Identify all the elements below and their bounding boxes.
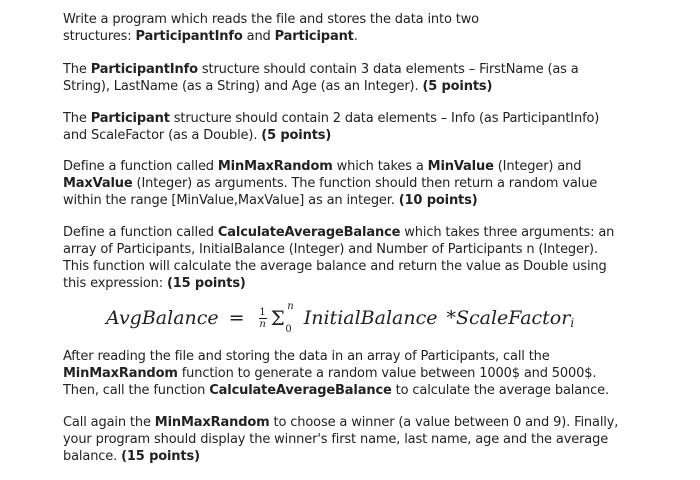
text-run: structures: [63, 29, 136, 44]
bold-term: MinMaxRandom [217, 159, 333, 174]
sum-lower-limit: 0 [285, 324, 292, 335]
bold-term: Participant [90, 111, 170, 126]
text-run: Define a function called [63, 225, 218, 240]
bold-term: ParticipantInfo [135, 29, 243, 44]
text-run: (Integer) and [493, 159, 582, 174]
text-run: (Integer) as arguments. The function should then return a random value [132, 176, 598, 191]
formula-term-initial-balance: InitialBalance [303, 307, 438, 329]
text-run: The [63, 111, 91, 126]
paragraph-structures [63, 11, 623, 45]
text-run: to choose a winner (a value between 0 and 9). Finally, [269, 415, 619, 430]
bold-term: (5 points) [261, 128, 332, 143]
text-run: array of Participants, InitialBalance (Integer) and Number of Participants n (Integer). [63, 242, 598, 257]
paragraph-winner [63, 414, 623, 465]
text-run: Call again the [63, 415, 155, 430]
paragraph-after-reading [63, 348, 623, 399]
bold-term: Participant [274, 29, 354, 44]
fraction-numerator: 1 [259, 306, 266, 318]
text-run: and ScaleFactor (as a Double). [63, 128, 262, 143]
text-run: balance. [63, 449, 122, 464]
fraction-denominator: n [259, 318, 266, 330]
avg-balance-formula [106, 301, 575, 335]
text-run: Then, call the function [63, 383, 210, 398]
text-run: this expression: [63, 276, 167, 291]
bold-term: (15 points) [121, 449, 200, 464]
formula-equals: = [228, 307, 245, 329]
text-run: Write a program which reads the file and stores the data into two [63, 12, 479, 27]
sigma-glyph: Σ [270, 306, 285, 330]
text-run: After reading the file and storing the data in an array of Participants, call the [63, 349, 550, 364]
text-run: function to generate a random value between 1000$ and 5000$. [177, 366, 597, 381]
paragraph-minmaxrandom [63, 158, 623, 209]
bold-term: MaxValue [63, 176, 133, 191]
text-run: . [353, 29, 358, 44]
text-run: which takes three arguments: an [400, 225, 615, 240]
bold-term: MinMaxRandom [154, 415, 270, 430]
bold-term: ParticipantInfo [90, 62, 198, 77]
paragraph-calculateaveragebalance [63, 224, 623, 292]
sum-upper-limit: n [287, 301, 294, 312]
bold-term: (10 points) [398, 193, 478, 208]
text-run: String), LastName (as a String) and Age (as an Integer). [63, 79, 423, 94]
bold-term: MinValue [427, 159, 494, 174]
text-run: your program should display the winner's first name, last name, age and the average [63, 432, 609, 447]
paragraph-participantinfo [63, 61, 623, 95]
text-run: which takes a [332, 159, 428, 174]
bold-term: CalculateAverageBalance [209, 383, 392, 398]
formula-lhs: AvgBalance [106, 307, 219, 329]
paragraph-participant [63, 110, 623, 144]
text-run: structure should contain 2 data elements – Info (as ParticipantInfo) [169, 111, 600, 126]
sum-symbol [270, 301, 294, 335]
text-run: and [242, 29, 275, 44]
formula-index: i [570, 316, 575, 330]
formula-fraction [259, 307, 267, 330]
bold-term: (5 points) [422, 79, 493, 94]
text-run: within the range [MinValue,MaxValue] as an integer. [63, 193, 399, 208]
text-run: This function will calculate the average balance and return the value as Double using [63, 259, 607, 274]
bold-term: CalculateAverageBalance [217, 225, 401, 240]
formula-times: * [446, 307, 456, 329]
bold-term: (15 points) [166, 276, 246, 291]
text-run: Define a function called [63, 159, 218, 174]
text-run: to calculate the average balance. [391, 383, 609, 398]
formula-term-scale-factor: ScaleFactor [456, 307, 571, 329]
text-run: structure should contain 3 data elements – FirstName (as a [197, 62, 579, 77]
bold-term: MinMaxRandom [63, 366, 178, 381]
text-run: The [63, 62, 91, 77]
